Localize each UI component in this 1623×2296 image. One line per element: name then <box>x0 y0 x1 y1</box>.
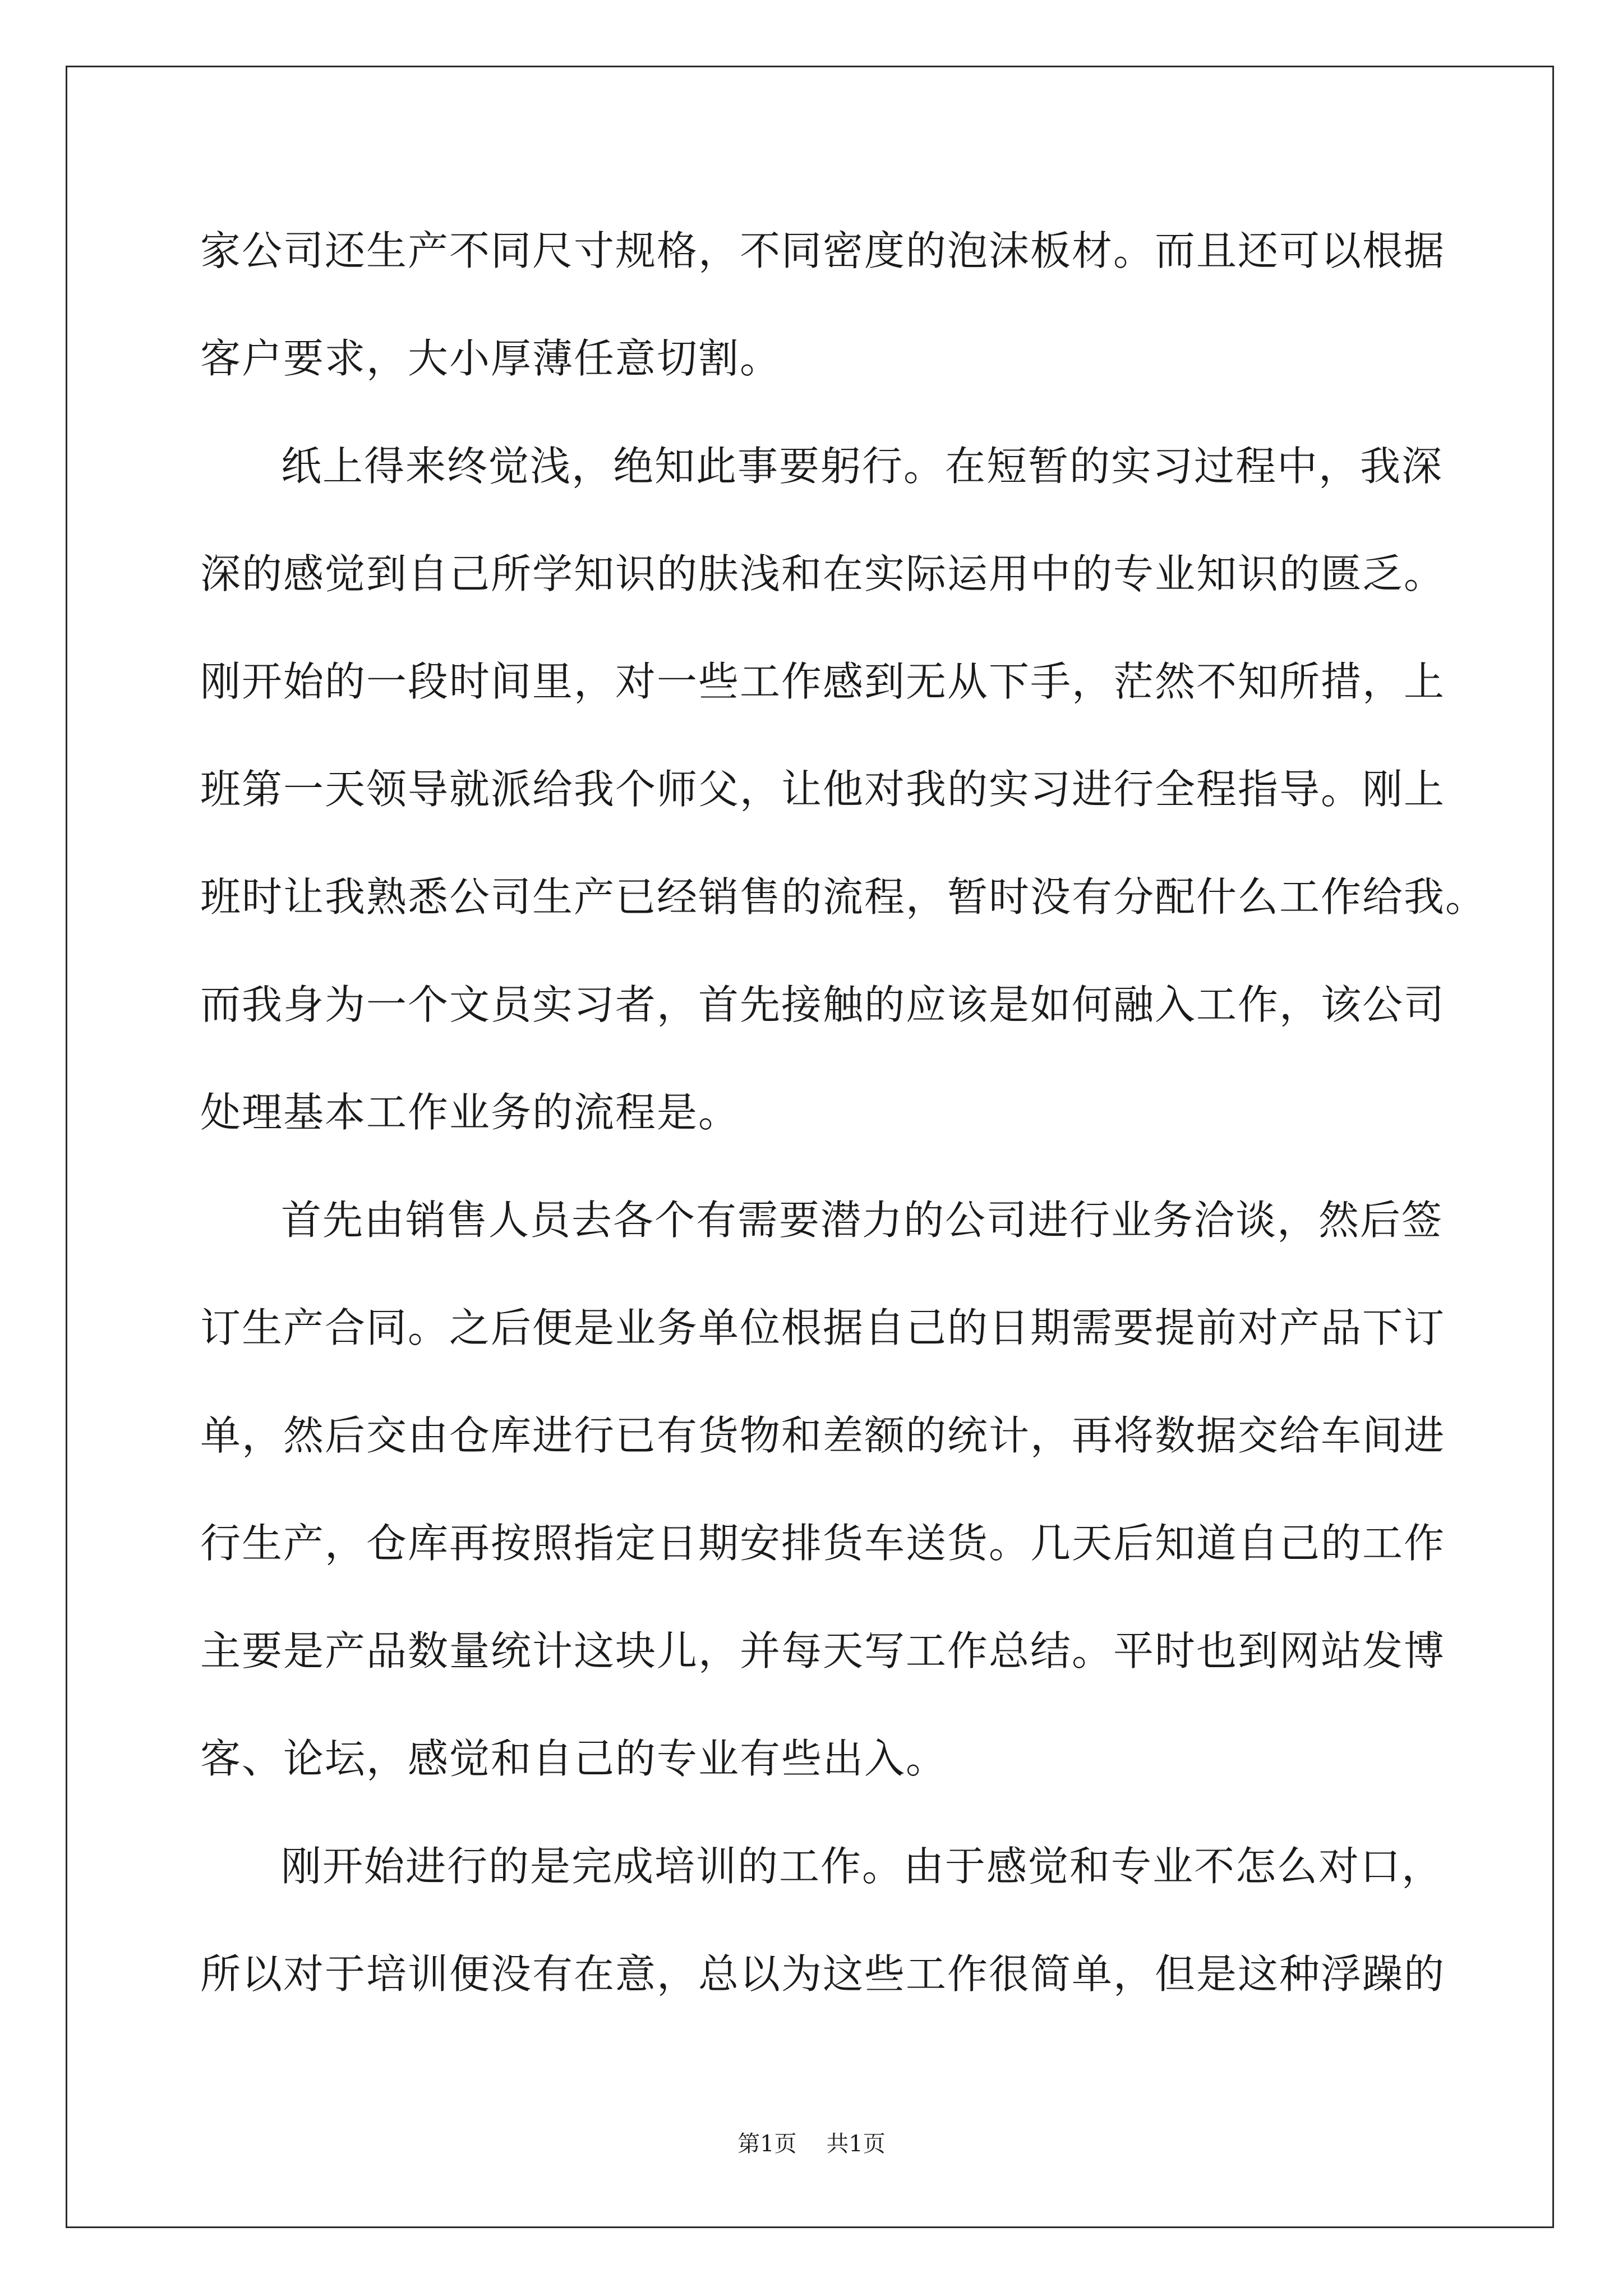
text-line: 所以对于培训便没有在意，总以为这些工作很简单，但是这种浮躁的 <box>200 1950 1446 1998</box>
text-line: 深的感觉到自己所学知识的肤浅和在实际运用中的专业知识的匮乏。 <box>200 550 1446 597</box>
document-body <box>200 210 1487 2041</box>
text-line: 单，然后交由仓库进行已有货物和差额的统计，再将数据交给车间进 <box>200 1412 1446 1459</box>
text-line: 班时让我熟悉公司生产已经销售的流程，暂时没有分配什么工作给我。 <box>200 873 1487 921</box>
text-line: 纸上得来终觉浅，绝知此事要躬行。在短暂的实习过程中，我深 <box>281 443 1444 490</box>
page-footer <box>0 2127 1623 2161</box>
text-line: 班第一天领导就派给我个师父，让他对我的实习进行全程指导。刚上 <box>200 766 1446 813</box>
text-line: 首先由销售人员去各个有需要潜力的公司进行业务洽谈，然后签 <box>281 1197 1444 1244</box>
page-total: 共1页 <box>826 2131 886 2157</box>
text-line: 行生产，仓库再按照指定日期安排货车送货。几天后知道自己的工作 <box>200 1520 1446 1567</box>
page-number: 第1页 <box>737 2131 797 2157</box>
text-line: 客、论坛，感觉和自己的专业有些出入。 <box>200 1735 948 1782</box>
text-line: 客户要求，大小厚薄任意切割。 <box>200 335 782 382</box>
text-line: 而我身为一个文员实习者，首先接触的应该是如何融入工作，该公司 <box>200 981 1446 1028</box>
text-line: 家公司还生产不同尺寸规格，不同密度的泡沫板材。而且还可以根据 <box>200 227 1446 274</box>
text-line: 处理基本工作业务的流程是。 <box>200 1089 740 1136</box>
text-line: 刚开始的一段时间里，对一些工作感到无从下手，茫然不知所措，上 <box>200 658 1446 705</box>
text-line: 刚开始进行的是完成培训的工作。由于感觉和专业不怎么对口， <box>281 1843 1444 1890</box>
text-line: 订生产合同。之后便是业务单位根据自己的日期需要提前对产品下订 <box>200 1304 1446 1351</box>
text-line: 主要是产品数量统计这块儿，并每天写工作总结。平时也到网站发博 <box>200 1627 1446 1674</box>
